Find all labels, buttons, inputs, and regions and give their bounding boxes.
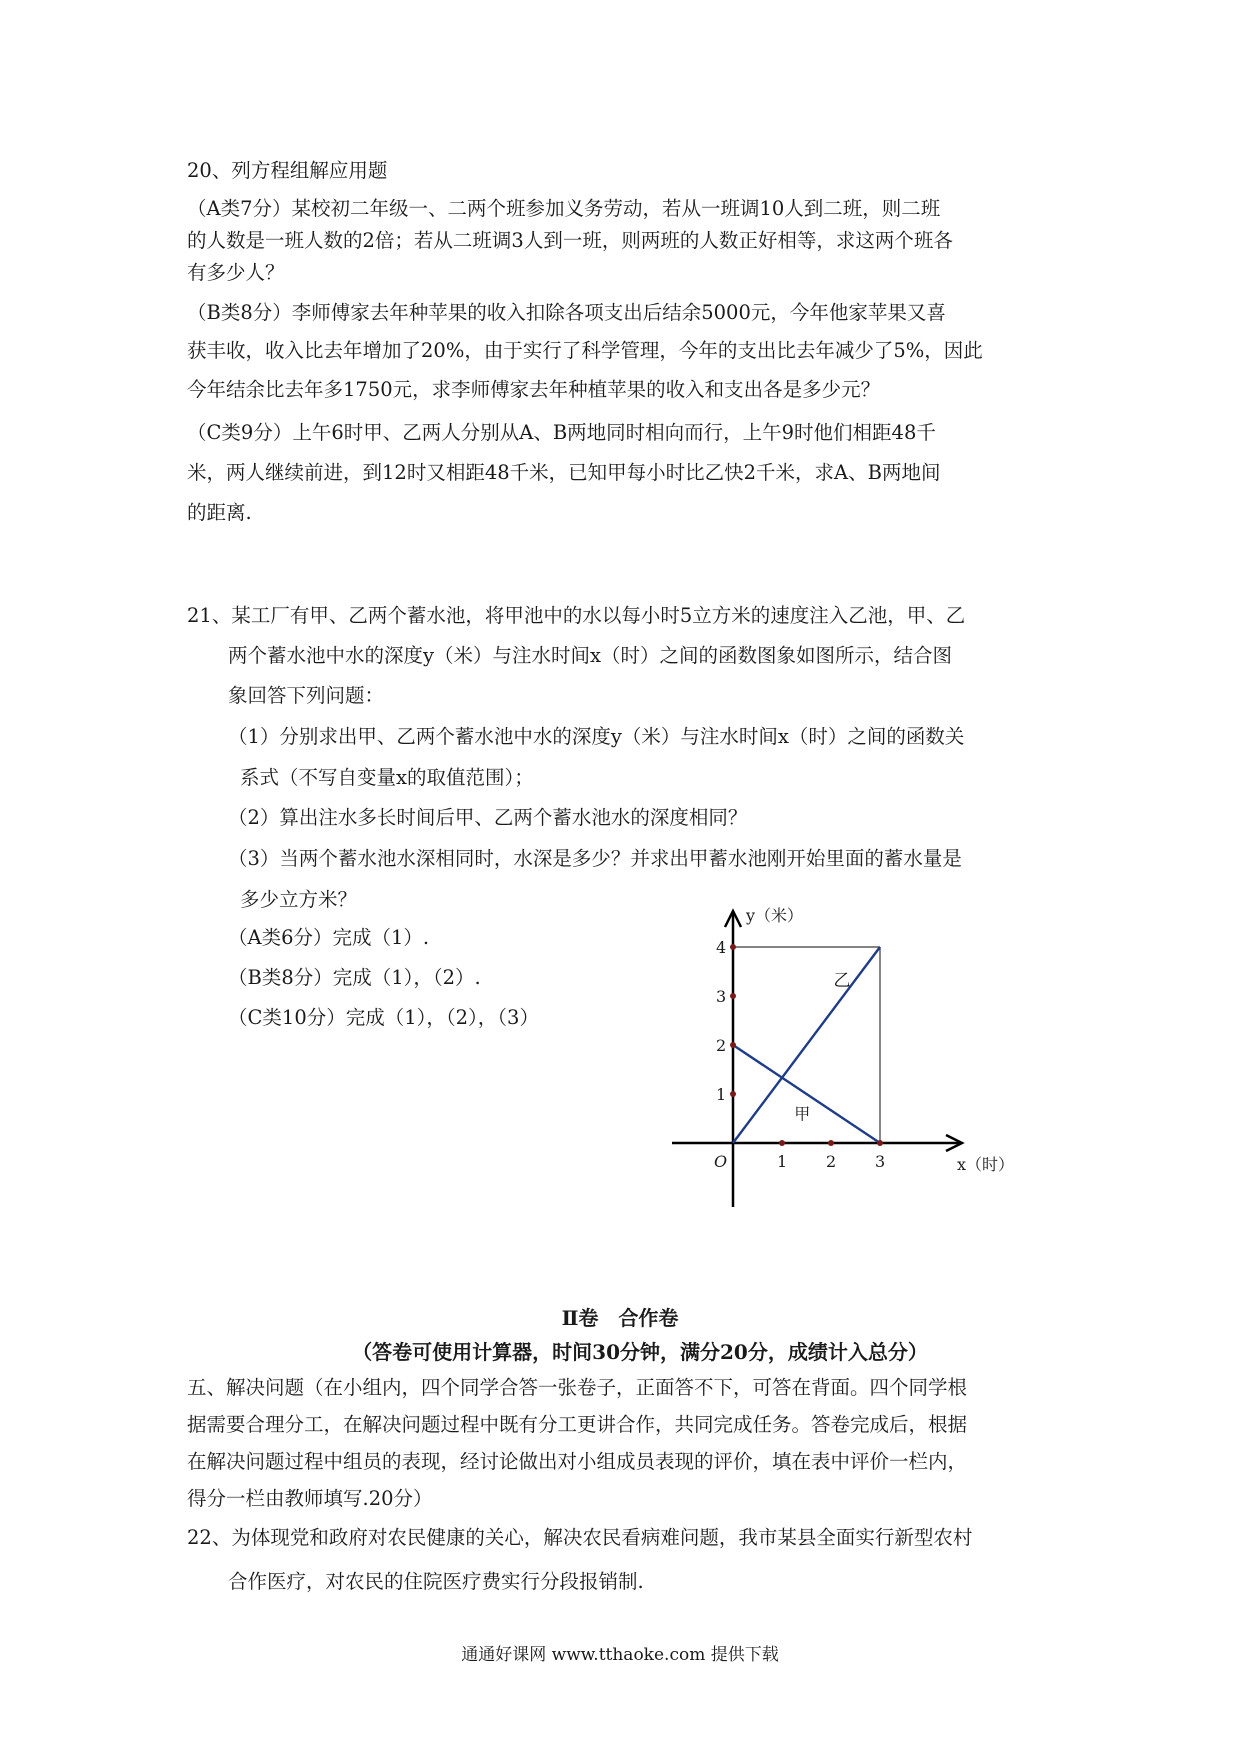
series-label-yi: 乙 bbox=[833, 971, 851, 992]
q20-c-line-2: 米，两人继续前进，到12时又相距48千米，已知甲每小时比乙快2千米，求A、B两地间 bbox=[187, 461, 941, 484]
q22-line-1: 22、为体现党和政府对农民健康的关心，解决农民看病难问题，我市某县全面实行新型农村 bbox=[187, 1526, 973, 1549]
q20-a-line-2: 的人数是一班人数的2倍；若从二班调3人到一班，则两班的人数正好相等，求这两个班各 bbox=[187, 229, 953, 252]
x-axis-label: x（时） bbox=[957, 1155, 1015, 1174]
q21-part1-line-1: （1）分别求出甲、乙两个蓄水池中水的深度y（米）与注水时间x（时）之间的函数关 bbox=[228, 725, 965, 748]
x-tick-label: 2 bbox=[826, 1152, 837, 1171]
q5-line-1: 五、解决问题（在小组内，四个同学合答一张卷子，正面答不下，可答在背面。四个同学根 bbox=[187, 1376, 968, 1399]
x-tick-point bbox=[779, 1140, 785, 1146]
q5-line-3: 在解决问题过程中组员的表现，经讨论做出对小组成员表现的评价，填在表中评价一栏内， bbox=[187, 1450, 968, 1473]
q5-line-2: 据需要合理分工，在解决问题过程中既有分工更讲合作，共同完成任务。答卷完成后，根据 bbox=[187, 1413, 968, 1436]
x-tick-point bbox=[828, 1140, 834, 1146]
q21-line-2: 两个蓄水池中水的深度y（米）与注水时间x（时）之间的函数图象如图所示，结合图 bbox=[228, 644, 953, 667]
q21-part3-line-1: （3）当两个蓄水池水深相同时，水深是多少？并求出甲蓄水池刚开始里面的蓄水量是 bbox=[228, 847, 962, 870]
q20-c-line-3: 的距离. bbox=[187, 501, 252, 524]
q21-line-1: 21、某工厂有甲、乙两个蓄水池，将甲池中的水以每小时5立方米的速度注入乙池，甲、乙 bbox=[187, 604, 966, 627]
q21-part2: （2）算出注水多长时间后甲、乙两个蓄水池水的深度相同？ bbox=[228, 806, 748, 829]
y-tick-label: 4 bbox=[716, 938, 727, 957]
q20-a-line-3: 有多少人？ bbox=[187, 261, 285, 284]
origin-label: O bbox=[714, 1152, 728, 1171]
part2-subtitle: （答卷可使用计算器，时间30分钟，满分20分，成绩计入总分） bbox=[352, 1340, 928, 1364]
y-tick-point bbox=[730, 944, 736, 950]
y-tick-point bbox=[730, 1091, 736, 1097]
q20-c-line-1: （C类9分）上午6时甲、乙两人分别从A、B两地同时相向而行，上午9时他们相距48千 bbox=[187, 421, 936, 444]
y-tick-label: 3 bbox=[716, 987, 727, 1006]
q22-line-2: 合作医疗，对农民的住院医疗费实行分段报销制. bbox=[228, 1570, 644, 1593]
q21-class-c: （C类10分）完成（1），（2），（3） bbox=[228, 1006, 539, 1029]
q20-b-line-2: 获丰收，收入比去年增加了20%，由于实行了科学管理，今年的支出比去年减少了5%，因此 bbox=[187, 339, 983, 362]
x-tick-point bbox=[877, 1140, 883, 1146]
q21-part1-line-2: 系式（不写自变量x的取值范围）； bbox=[240, 766, 534, 789]
x-tick-label: 1 bbox=[777, 1152, 788, 1171]
q21-class-b: （B类8分）完成（1），（2）. bbox=[228, 966, 481, 989]
series-line-jia bbox=[733, 1045, 880, 1143]
q21-class-a: （A类6分）完成（1）. bbox=[228, 926, 430, 949]
y-tick-point bbox=[730, 993, 736, 999]
series-label-jia: 甲 bbox=[794, 1104, 811, 1124]
q20-a-line-1: （A类7分）某校初二年级一、二两个班参加义务劳动，若从一班调10人到二班，则二班 bbox=[187, 197, 941, 220]
y-tick-point bbox=[730, 1042, 736, 1048]
x-tick-label: 3 bbox=[875, 1152, 886, 1171]
q20-b-line-1: （B类8分）李师傅家去年种苹果的收入扣除各项支出后结余5000元，今年他家苹果又喜 bbox=[187, 301, 946, 324]
y-axis-label: y（米） bbox=[746, 906, 804, 925]
part2-title: Ⅱ卷 合作卷 bbox=[561, 1306, 679, 1330]
q21-line-3: 象回答下列问题： bbox=[228, 684, 385, 707]
q20-b-line-3: 今年结余比去年多1750元，求李师傅家去年种植苹果的收入和支出各是多少元？ bbox=[187, 378, 881, 401]
q5-line-4: 得分一栏由教师填写.20分） bbox=[187, 1487, 433, 1510]
y-tick-label: 1 bbox=[716, 1085, 727, 1104]
q20-title: 20、列方程组解应用题 bbox=[187, 159, 388, 182]
footer-source: 通通好课网 www.tthaoke.com 提供下载 bbox=[461, 1645, 779, 1665]
depth-time-graph bbox=[660, 895, 1040, 1215]
y-tick-label: 2 bbox=[716, 1036, 727, 1055]
q21-part3-line-2: 多少立方米？ bbox=[240, 888, 358, 911]
